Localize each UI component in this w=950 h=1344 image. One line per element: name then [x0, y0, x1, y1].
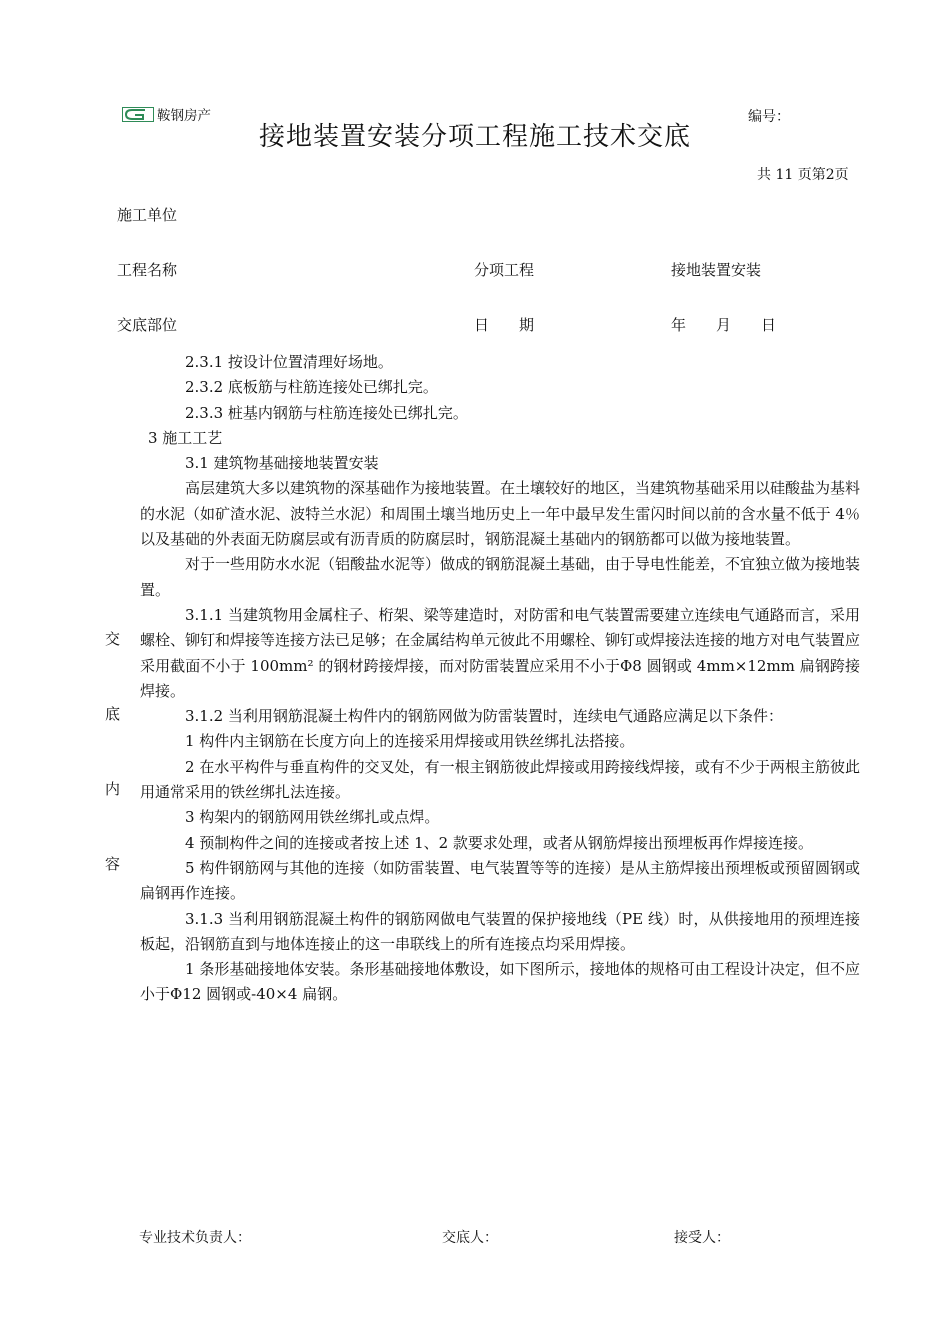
serial-number-label: 编号： [748, 109, 790, 125]
content-paragraph: 2.3.1 按设计位置清理好场地。 [185, 353, 393, 371]
logo-text: 鞍钢房产 [157, 108, 211, 124]
tech-lead-signature-label: 专业技术负责人： [139, 1230, 251, 1246]
content-paragraph: 3 施工工艺 [148, 428, 223, 447]
content-paragraph: 1 条形基础接地体安装。条形基础接地体敷设，如下图所示，接地体的规格可由工程设计决定，但不应小于Φ12 圆钢或-40×4 扁钢。 [140, 960, 860, 1004]
content-paragraph: 2.3.3 桩基内钢筋与柱筋连接处已绑扎完。 [185, 403, 468, 422]
content-paragraph: 对于一些用防水水泥（铝酸盐水泥等）做成的钢筋混凝土基础，由于导电性能差，不宜独立做为接地装置。 [140, 555, 861, 599]
content-paragraph: 2 在水平构件与垂直构件的交叉处，有一根主钢筋彼此焊接或用跨接线焊接，或有不少于两根主筋彼此用通常采用的铁丝绑扎法连接。 [140, 757, 860, 802]
content-paragraph: 3.1.1 当建筑物用金属柱子、桁架、梁等建造时，对防雷和电气装置需要建立连续电气通路而言，采用螺栓、铆钉和焊接等连接方法已足够；在金属结构单元彼此不用螺栓、铆钉或焊接法连接的地方对电气装置应采用截面不小于 100mm² 的钢材跨接焊接，而对防雷装置应采用不小于Φ8 圆钢或 4mm×12mm 扁钢跨接焊接。 [140, 605, 861, 700]
content-paragraph: 3.1.3 当利用钢筋混凝土构件的钢筋网做电气装置的保护接地线（PE 线）时，从供接地用的预埋连接板起，沿钢筋直到与地体连接止的这一串联线上的所有连接点均采用焊接。 [140, 909, 860, 953]
disclosure-content [140, 350, 860, 1008]
disclosure-part-label: 交底部位 [117, 316, 178, 334]
sub-project-value: 接地装置安装 [671, 261, 762, 279]
content-paragraph: 3.1 建筑物基础接地装置安装 [185, 454, 379, 473]
date-value: 年 月 日 [671, 316, 777, 334]
construction-unit-label: 施工单位 [117, 206, 178, 224]
content-paragraph: 1 构件内主钢筋在长度方向上的连接采用焊接或用铁丝绑扎法搭接。 [185, 732, 635, 751]
receiver-signature-label: 接受人： [674, 1230, 730, 1246]
content-paragraph: 3 构架内的钢筋网用铁丝绑扎或点焊。 [185, 808, 440, 827]
content-paragraph: 3.1.2 当利用钢筋混凝土构件内的钢筋网做为防雷装置时，连续电气通路应满足以下条件： [185, 707, 783, 726]
content-paragraph: 2.3.2 底板筋与柱筋连接处已绑扎完。 [185, 378, 438, 397]
content-paragraph: 5 构件钢筋网与其他的连接（如防雷装置、电气装置等等的连接）是从主筋焊接出预埋板或预留圆钢或扁钢再作连接。 [140, 858, 860, 903]
sub-project-label: 分项工程 [474, 261, 535, 279]
discloser-signature-label: 交底人： [442, 1230, 498, 1246]
side-label-char: 容 [105, 855, 121, 873]
project-name-label: 工程名称 [117, 261, 178, 279]
side-label-char: 交 [105, 630, 121, 648]
date-label: 日 期 [474, 316, 535, 334]
content-paragraph: 4 预制构件之间的连接或者按上述 1、2 款要求处理，或者从钢筋焊接出预埋板再作焊接连接。 [185, 833, 813, 852]
page-info: 共 11 页第2页 [757, 167, 849, 183]
document-title: 接地装置安装分项工程施工技术交底 [258, 122, 691, 152]
content-paragraph: 高层建筑大多以建筑物的深基础作为接地装置。在土壤较好的地区，当建筑物基础采用以硅酸盐为基料的水泥（如矿渣水泥、波特兰水泥）和周围土壤当地历史上一年中最早发生雷闪时间以前的含水量不低于 4％以及基础的外表面无防腐层或有沥青质的防腐层时，钢筋混凝土基础内的钢筋都可以做为接地装置。 [140, 479, 861, 549]
side-label-char: 底 [105, 705, 121, 723]
side-label-char: 内 [105, 780, 121, 798]
